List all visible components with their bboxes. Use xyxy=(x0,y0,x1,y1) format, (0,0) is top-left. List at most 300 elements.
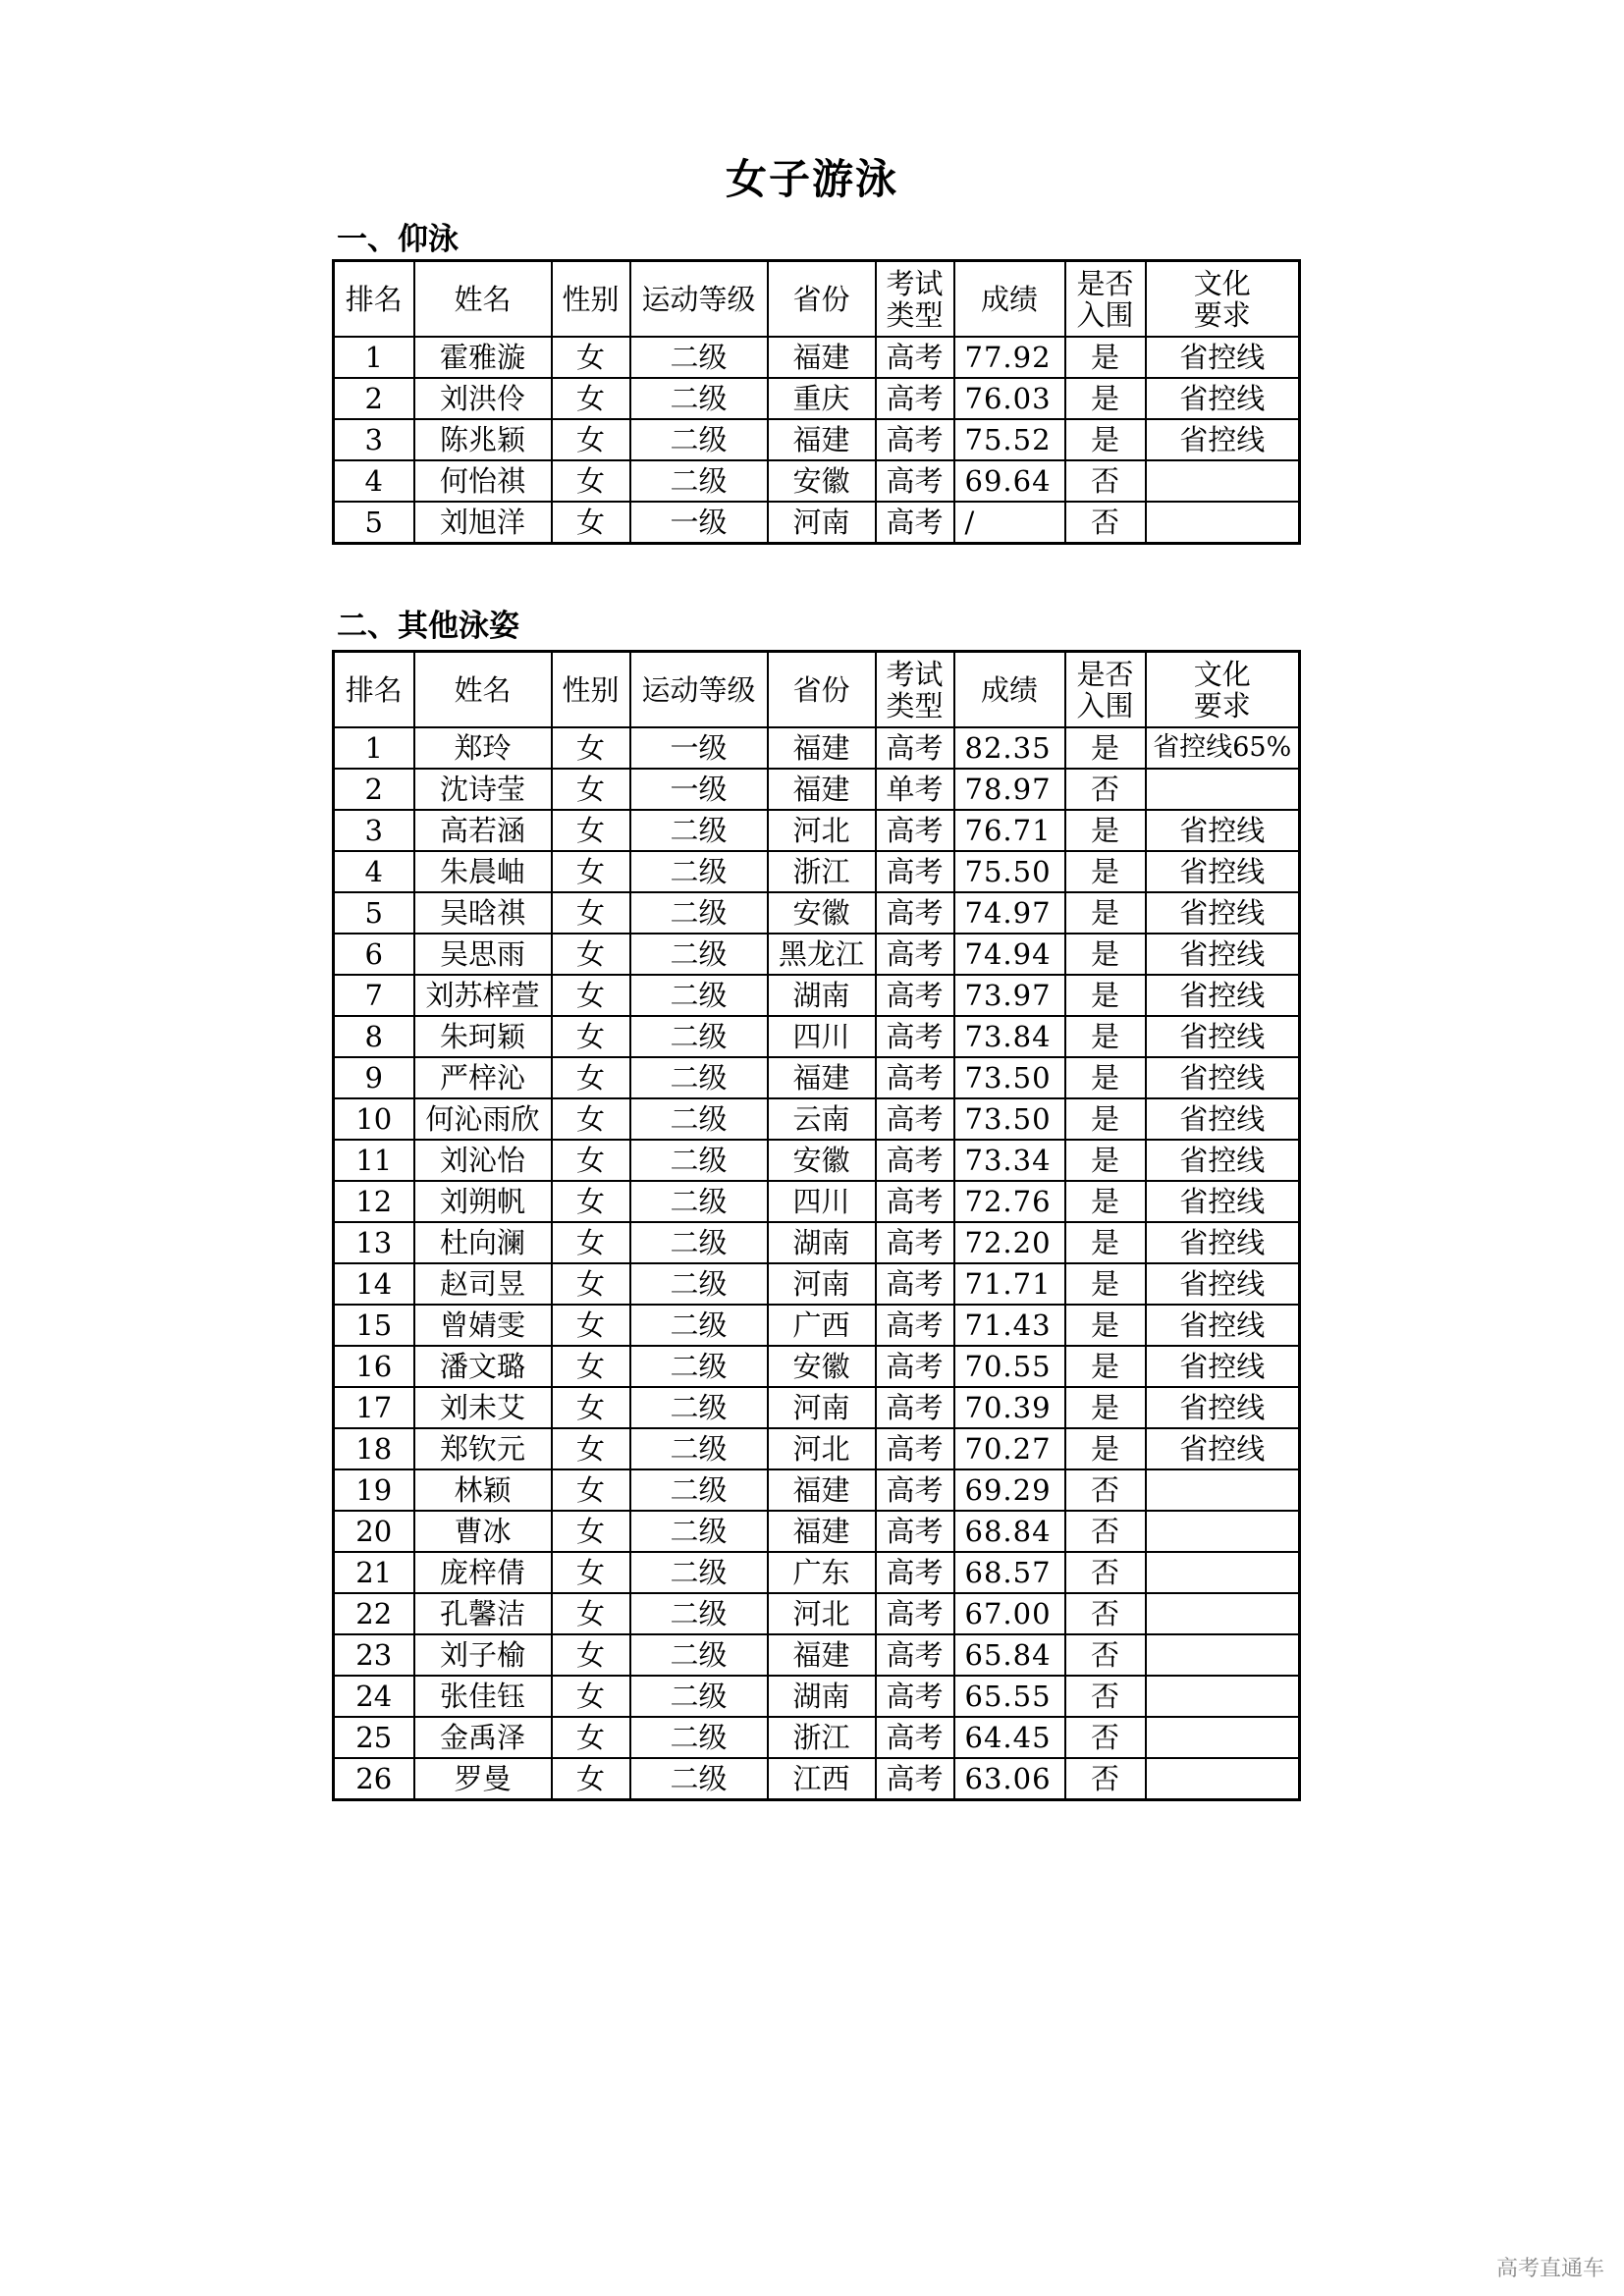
cell-gender: 女 xyxy=(552,1758,630,1800)
cell-selected: 是 xyxy=(1065,1016,1146,1057)
cell-rank: 5 xyxy=(334,502,414,544)
cell-score: 67.00 xyxy=(954,1593,1065,1634)
cell-score: 70.55 xyxy=(954,1346,1065,1387)
cell-exam-type: 高考 xyxy=(876,1634,954,1676)
cell-gender: 女 xyxy=(552,1305,630,1346)
cell-gender: 女 xyxy=(552,1016,630,1057)
table-row xyxy=(334,1634,1300,1676)
cell-level: 二级 xyxy=(630,1305,768,1346)
cell-selected: 是 xyxy=(1065,810,1146,851)
cell-name: 孔馨洁 xyxy=(414,1593,552,1634)
cell-exam-type: 高考 xyxy=(876,810,954,851)
cell-culture-req: 省控线 xyxy=(1146,1428,1300,1469)
cell-score: 63.06 xyxy=(954,1758,1065,1800)
table-row xyxy=(334,1758,1300,1800)
table-row xyxy=(334,1428,1300,1469)
cell-culture-req xyxy=(1146,1511,1300,1552)
cell-level: 二级 xyxy=(630,934,768,975)
cell-culture-req xyxy=(1146,1717,1300,1758)
table-row xyxy=(334,1469,1300,1511)
table-row xyxy=(334,1098,1300,1140)
cell-province: 福建 xyxy=(768,1634,876,1676)
cell-level: 二级 xyxy=(630,810,768,851)
cell-exam-type: 高考 xyxy=(876,502,954,544)
cell-gender: 女 xyxy=(552,851,630,892)
cell-gender: 女 xyxy=(552,1098,630,1140)
cell-level: 二级 xyxy=(630,1511,768,1552)
cell-name: 刘沁怡 xyxy=(414,1140,552,1181)
cell-rank: 10 xyxy=(334,1098,414,1140)
watermark: 高考直通车 xyxy=(1495,2257,1604,2281)
header-rank: 排名 xyxy=(334,652,414,728)
cell-selected: 否 xyxy=(1065,1676,1146,1717)
cell-score: 75.52 xyxy=(954,419,1065,460)
cell-level: 二级 xyxy=(630,460,768,502)
cell-exam-type: 高考 xyxy=(876,337,954,378)
header-selected-line2: 入围 xyxy=(1076,297,1134,332)
cell-province: 福建 xyxy=(768,337,876,378)
cell-gender: 女 xyxy=(552,1222,630,1263)
cell-gender: 女 xyxy=(552,1552,630,1593)
cell-name: 吴晗祺 xyxy=(414,892,552,934)
cell-province: 湖南 xyxy=(768,975,876,1016)
cell-rank: 5 xyxy=(334,892,414,934)
header-level: 运动等级 xyxy=(630,652,768,728)
cell-name: 高若涵 xyxy=(414,810,552,851)
table-row xyxy=(334,892,1300,934)
cell-name: 赵司昱 xyxy=(414,1263,552,1305)
cell-exam-type: 高考 xyxy=(876,378,954,419)
cell-gender: 女 xyxy=(552,1181,630,1222)
backstroke-table xyxy=(332,259,1301,545)
cell-culture-req: 省控线 xyxy=(1146,337,1300,378)
header-exam-type-line1: 考试 xyxy=(886,266,944,300)
cell-rank: 19 xyxy=(334,1469,414,1511)
other-strokes-table-body xyxy=(334,727,1300,1800)
cell-gender: 女 xyxy=(552,419,630,460)
cell-exam-type: 高考 xyxy=(876,1717,954,1758)
cell-name: 何沁雨欣 xyxy=(414,1098,552,1140)
backstroke-table-body xyxy=(334,337,1300,544)
cell-rank: 3 xyxy=(334,810,414,851)
cell-level: 二级 xyxy=(630,1057,768,1098)
cell-level: 一级 xyxy=(630,769,768,810)
table-row xyxy=(334,727,1300,769)
header-province: 省份 xyxy=(768,652,876,728)
cell-score: 78.97 xyxy=(954,769,1065,810)
cell-score: 74.97 xyxy=(954,892,1065,934)
cell-exam-type: 高考 xyxy=(876,892,954,934)
cell-selected: 是 xyxy=(1065,1181,1146,1222)
table-row xyxy=(334,1016,1300,1057)
cell-province: 河北 xyxy=(768,1593,876,1634)
header-exam-type xyxy=(876,652,954,728)
cell-level: 二级 xyxy=(630,892,768,934)
cell-score: 69.29 xyxy=(954,1469,1065,1511)
cell-score: 71.43 xyxy=(954,1305,1065,1346)
cell-selected: 是 xyxy=(1065,337,1146,378)
cell-name: 庞梓倩 xyxy=(414,1552,552,1593)
cell-exam-type: 高考 xyxy=(876,1057,954,1098)
cell-province: 福建 xyxy=(768,419,876,460)
cell-culture-req: 省控线 xyxy=(1146,1346,1300,1387)
cell-gender: 女 xyxy=(552,1511,630,1552)
cell-selected: 是 xyxy=(1065,1222,1146,1263)
cell-gender: 女 xyxy=(552,769,630,810)
cell-culture-req: 省控线 xyxy=(1146,892,1300,934)
cell-culture-req: 省控线 xyxy=(1146,1057,1300,1098)
cell-gender: 女 xyxy=(552,892,630,934)
cell-rank: 1 xyxy=(334,727,414,769)
cell-culture-req: 省控线65% xyxy=(1146,727,1300,769)
cell-province: 四川 xyxy=(768,1181,876,1222)
cell-selected: 是 xyxy=(1065,1346,1146,1387)
header-exam-type-line2: 类型 xyxy=(886,297,944,332)
cell-province: 福建 xyxy=(768,769,876,810)
cell-level: 二级 xyxy=(630,337,768,378)
cell-level: 二级 xyxy=(630,1676,768,1717)
cell-gender: 女 xyxy=(552,378,630,419)
cell-selected: 是 xyxy=(1065,1057,1146,1098)
cell-exam-type: 高考 xyxy=(876,1387,954,1428)
cell-province: 福建 xyxy=(768,1469,876,1511)
cell-score: 73.50 xyxy=(954,1098,1065,1140)
cell-level: 二级 xyxy=(630,1181,768,1222)
cell-culture-req: 省控线 xyxy=(1146,378,1300,419)
cell-exam-type: 单考 xyxy=(876,769,954,810)
cell-gender: 女 xyxy=(552,1387,630,1428)
header-gender: 性别 xyxy=(552,261,630,338)
cell-exam-type: 高考 xyxy=(876,727,954,769)
cell-level: 二级 xyxy=(630,1428,768,1469)
cell-rank: 11 xyxy=(334,1140,414,1181)
cell-selected: 是 xyxy=(1065,934,1146,975)
header-selected-line2: 入围 xyxy=(1076,688,1134,722)
cell-exam-type: 高考 xyxy=(876,1140,954,1181)
cell-province: 江西 xyxy=(768,1758,876,1800)
header-province: 省份 xyxy=(768,261,876,338)
cell-exam-type: 高考 xyxy=(876,1676,954,1717)
table-row xyxy=(334,502,1300,544)
cell-culture-req xyxy=(1146,460,1300,502)
cell-level: 二级 xyxy=(630,1593,768,1634)
table-row xyxy=(334,1057,1300,1098)
cell-rank: 1 xyxy=(334,337,414,378)
cell-culture-req: 省控线 xyxy=(1146,975,1300,1016)
cell-culture-req xyxy=(1146,1676,1300,1717)
cell-province: 福建 xyxy=(768,727,876,769)
cell-province: 黑龙江 xyxy=(768,934,876,975)
cell-exam-type: 高考 xyxy=(876,1469,954,1511)
cell-exam-type: 高考 xyxy=(876,1016,954,1057)
cell-name: 刘旭洋 xyxy=(414,502,552,544)
cell-score: 69.64 xyxy=(954,460,1065,502)
table-row xyxy=(334,460,1300,502)
cell-culture-req xyxy=(1146,769,1300,810)
header-selected-line1: 是否 xyxy=(1076,657,1134,691)
cell-name: 吴思雨 xyxy=(414,934,552,975)
cell-province: 广东 xyxy=(768,1552,876,1593)
cell-selected: 否 xyxy=(1065,1758,1146,1800)
table-header xyxy=(334,652,1300,728)
cell-rank: 25 xyxy=(334,1717,414,1758)
cell-level: 二级 xyxy=(630,1758,768,1800)
cell-gender: 女 xyxy=(552,1634,630,1676)
cell-name: 张佳钰 xyxy=(414,1676,552,1717)
cell-gender: 女 xyxy=(552,1346,630,1387)
cell-rank: 21 xyxy=(334,1552,414,1593)
cell-selected: 否 xyxy=(1065,1511,1146,1552)
cell-name: 刘洪伶 xyxy=(414,378,552,419)
cell-culture-req xyxy=(1146,1469,1300,1511)
cell-level: 二级 xyxy=(630,1346,768,1387)
cell-culture-req: 省控线 xyxy=(1146,1305,1300,1346)
table-row xyxy=(334,1140,1300,1181)
cell-selected: 否 xyxy=(1065,769,1146,810)
cell-rank: 22 xyxy=(334,1593,414,1634)
header-exam-type-line2: 类型 xyxy=(886,688,944,722)
cell-gender: 女 xyxy=(552,502,630,544)
cell-gender: 女 xyxy=(552,1593,630,1634)
cell-name: 朱珂颖 xyxy=(414,1016,552,1057)
cell-rank: 16 xyxy=(334,1346,414,1387)
cell-exam-type: 高考 xyxy=(876,1511,954,1552)
cell-rank: 23 xyxy=(334,1634,414,1676)
table-row xyxy=(334,1511,1300,1552)
cell-gender: 女 xyxy=(552,934,630,975)
cell-gender: 女 xyxy=(552,975,630,1016)
cell-gender: 女 xyxy=(552,727,630,769)
cell-rank: 4 xyxy=(334,460,414,502)
cell-rank: 15 xyxy=(334,1305,414,1346)
header-selected-line1: 是否 xyxy=(1076,266,1134,300)
cell-level: 二级 xyxy=(630,975,768,1016)
cell-score: 74.94 xyxy=(954,934,1065,975)
header-name: 姓名 xyxy=(414,261,552,338)
cell-culture-req xyxy=(1146,1552,1300,1593)
cell-level: 二级 xyxy=(630,851,768,892)
cell-rank: 7 xyxy=(334,975,414,1016)
cell-name: 刘未艾 xyxy=(414,1387,552,1428)
cell-selected: 是 xyxy=(1065,1140,1146,1181)
cell-name: 朱晨岫 xyxy=(414,851,552,892)
cell-name: 金禹泽 xyxy=(414,1717,552,1758)
table-row xyxy=(334,1181,1300,1222)
cell-level: 一级 xyxy=(630,727,768,769)
cell-gender: 女 xyxy=(552,1717,630,1758)
cell-culture-req xyxy=(1146,1758,1300,1800)
cell-name: 林颖 xyxy=(414,1469,552,1511)
table-row xyxy=(334,769,1300,810)
table-row xyxy=(334,1593,1300,1634)
cell-exam-type: 高考 xyxy=(876,1263,954,1305)
cell-province: 安徽 xyxy=(768,892,876,934)
cell-score: 73.97 xyxy=(954,975,1065,1016)
cell-name: 曾婧雯 xyxy=(414,1305,552,1346)
cell-level: 二级 xyxy=(630,1263,768,1305)
cell-culture-req: 省控线 xyxy=(1146,1181,1300,1222)
cell-score: 70.39 xyxy=(954,1387,1065,1428)
cell-score: 73.34 xyxy=(954,1140,1065,1181)
cell-province: 四川 xyxy=(768,1016,876,1057)
cell-gender: 女 xyxy=(552,1140,630,1181)
cell-score: 70.27 xyxy=(954,1428,1065,1469)
cell-province: 浙江 xyxy=(768,851,876,892)
cell-rank: 26 xyxy=(334,1758,414,1800)
cell-rank: 8 xyxy=(334,1016,414,1057)
cell-rank: 2 xyxy=(334,378,414,419)
cell-province: 河北 xyxy=(768,1428,876,1469)
header-culture-req xyxy=(1146,652,1300,728)
cell-score: 75.50 xyxy=(954,851,1065,892)
cell-culture-req: 省控线 xyxy=(1146,1140,1300,1181)
cell-name: 郑钦元 xyxy=(414,1428,552,1469)
cell-score: 82.35 xyxy=(954,727,1065,769)
table-row xyxy=(334,810,1300,851)
cell-score: 65.55 xyxy=(954,1676,1065,1717)
cell-exam-type: 高考 xyxy=(876,1758,954,1800)
header-name: 姓名 xyxy=(414,652,552,728)
cell-gender: 女 xyxy=(552,1057,630,1098)
cell-level: 二级 xyxy=(630,378,768,419)
header-culture-req-line1: 文化 xyxy=(1193,657,1251,691)
cell-culture-req: 省控线 xyxy=(1146,934,1300,975)
cell-province: 安徽 xyxy=(768,460,876,502)
header-selected xyxy=(1065,261,1146,338)
cell-rank: 18 xyxy=(334,1428,414,1469)
cell-name: 严梓沁 xyxy=(414,1057,552,1098)
cell-culture-req xyxy=(1146,502,1300,544)
cell-rank: 9 xyxy=(334,1057,414,1098)
cell-gender: 女 xyxy=(552,1428,630,1469)
cell-level: 二级 xyxy=(630,1469,768,1511)
cell-selected: 否 xyxy=(1065,1634,1146,1676)
cell-culture-req xyxy=(1146,1593,1300,1634)
cell-exam-type: 高考 xyxy=(876,1593,954,1634)
table-row xyxy=(334,1717,1300,1758)
cell-exam-type: 高考 xyxy=(876,1098,954,1140)
header-score: 成绩 xyxy=(954,261,1065,338)
cell-exam-type: 高考 xyxy=(876,1181,954,1222)
cell-gender: 女 xyxy=(552,1469,630,1511)
cell-selected: 是 xyxy=(1065,1098,1146,1140)
table-row xyxy=(334,1552,1300,1593)
cell-score: 64.45 xyxy=(954,1717,1065,1758)
table-row xyxy=(334,337,1300,378)
cell-selected: 是 xyxy=(1065,1305,1146,1346)
cell-culture-req: 省控线 xyxy=(1146,1016,1300,1057)
other-strokes-table xyxy=(332,650,1301,1801)
cell-province: 河北 xyxy=(768,810,876,851)
cell-gender: 女 xyxy=(552,1676,630,1717)
cell-selected: 否 xyxy=(1065,1593,1146,1634)
cell-name: 霍雅漩 xyxy=(414,337,552,378)
cell-exam-type: 高考 xyxy=(876,1346,954,1387)
cell-selected: 是 xyxy=(1065,892,1146,934)
cell-selected: 否 xyxy=(1065,460,1146,502)
table-row xyxy=(334,1676,1300,1717)
cell-level: 二级 xyxy=(630,1552,768,1593)
cell-selected: 否 xyxy=(1065,1717,1146,1758)
table-header xyxy=(334,261,1300,338)
table-row xyxy=(334,1387,1300,1428)
header-gender: 性别 xyxy=(552,652,630,728)
cell-name: 沈诗莹 xyxy=(414,769,552,810)
header-level: 运动等级 xyxy=(630,261,768,338)
cell-culture-req: 省控线 xyxy=(1146,1387,1300,1428)
cell-selected: 是 xyxy=(1065,975,1146,1016)
header-culture-req-line2: 要求 xyxy=(1193,688,1251,722)
cell-province: 安徽 xyxy=(768,1140,876,1181)
cell-level: 二级 xyxy=(630,1717,768,1758)
cell-score: 76.03 xyxy=(954,378,1065,419)
cell-score: 72.76 xyxy=(954,1181,1065,1222)
cell-score: 72.20 xyxy=(954,1222,1065,1263)
cell-exam-type: 高考 xyxy=(876,1305,954,1346)
cell-rank: 12 xyxy=(334,1181,414,1222)
cell-culture-req: 省控线 xyxy=(1146,1263,1300,1305)
cell-selected: 是 xyxy=(1065,727,1146,769)
cell-level: 二级 xyxy=(630,1222,768,1263)
cell-culture-req: 省控线 xyxy=(1146,1222,1300,1263)
cell-gender: 女 xyxy=(552,810,630,851)
cell-score: / xyxy=(954,502,1065,544)
cell-selected: 否 xyxy=(1065,1552,1146,1593)
cell-province: 福建 xyxy=(768,1057,876,1098)
cell-exam-type: 高考 xyxy=(876,1428,954,1469)
cell-score: 71.71 xyxy=(954,1263,1065,1305)
cell-rank: 13 xyxy=(334,1222,414,1263)
header-culture-req-line1: 文化 xyxy=(1193,266,1251,300)
cell-level: 一级 xyxy=(630,502,768,544)
cell-province: 安徽 xyxy=(768,1346,876,1387)
header-selected xyxy=(1065,652,1146,728)
table-row xyxy=(334,851,1300,892)
cell-province: 湖南 xyxy=(768,1222,876,1263)
table-row xyxy=(334,1305,1300,1346)
cell-exam-type: 高考 xyxy=(876,934,954,975)
cell-level: 二级 xyxy=(630,1387,768,1428)
cell-name: 杜向澜 xyxy=(414,1222,552,1263)
table-row xyxy=(334,1263,1300,1305)
table-row xyxy=(334,975,1300,1016)
cell-exam-type: 高考 xyxy=(876,419,954,460)
cell-level: 二级 xyxy=(630,1098,768,1140)
cell-name: 刘朔帆 xyxy=(414,1181,552,1222)
cell-rank: 24 xyxy=(334,1676,414,1717)
cell-rank: 17 xyxy=(334,1387,414,1428)
table-row xyxy=(334,419,1300,460)
table-row xyxy=(334,1222,1300,1263)
page-title: 女子游泳 xyxy=(725,155,898,203)
cell-rank: 2 xyxy=(334,769,414,810)
cell-score: 68.84 xyxy=(954,1511,1065,1552)
cell-culture-req: 省控线 xyxy=(1146,419,1300,460)
cell-rank: 20 xyxy=(334,1511,414,1552)
cell-name: 陈兆颖 xyxy=(414,419,552,460)
cell-selected: 是 xyxy=(1065,378,1146,419)
section-title-backstroke: 一、仰泳 xyxy=(337,222,459,257)
cell-score: 65.84 xyxy=(954,1634,1065,1676)
cell-gender: 女 xyxy=(552,1263,630,1305)
cell-score: 73.50 xyxy=(954,1057,1065,1098)
cell-score: 73.84 xyxy=(954,1016,1065,1057)
cell-selected: 是 xyxy=(1065,1428,1146,1469)
cell-selected: 是 xyxy=(1065,419,1146,460)
cell-province: 河南 xyxy=(768,1263,876,1305)
cell-province: 福建 xyxy=(768,1511,876,1552)
cell-score: 77.92 xyxy=(954,337,1065,378)
